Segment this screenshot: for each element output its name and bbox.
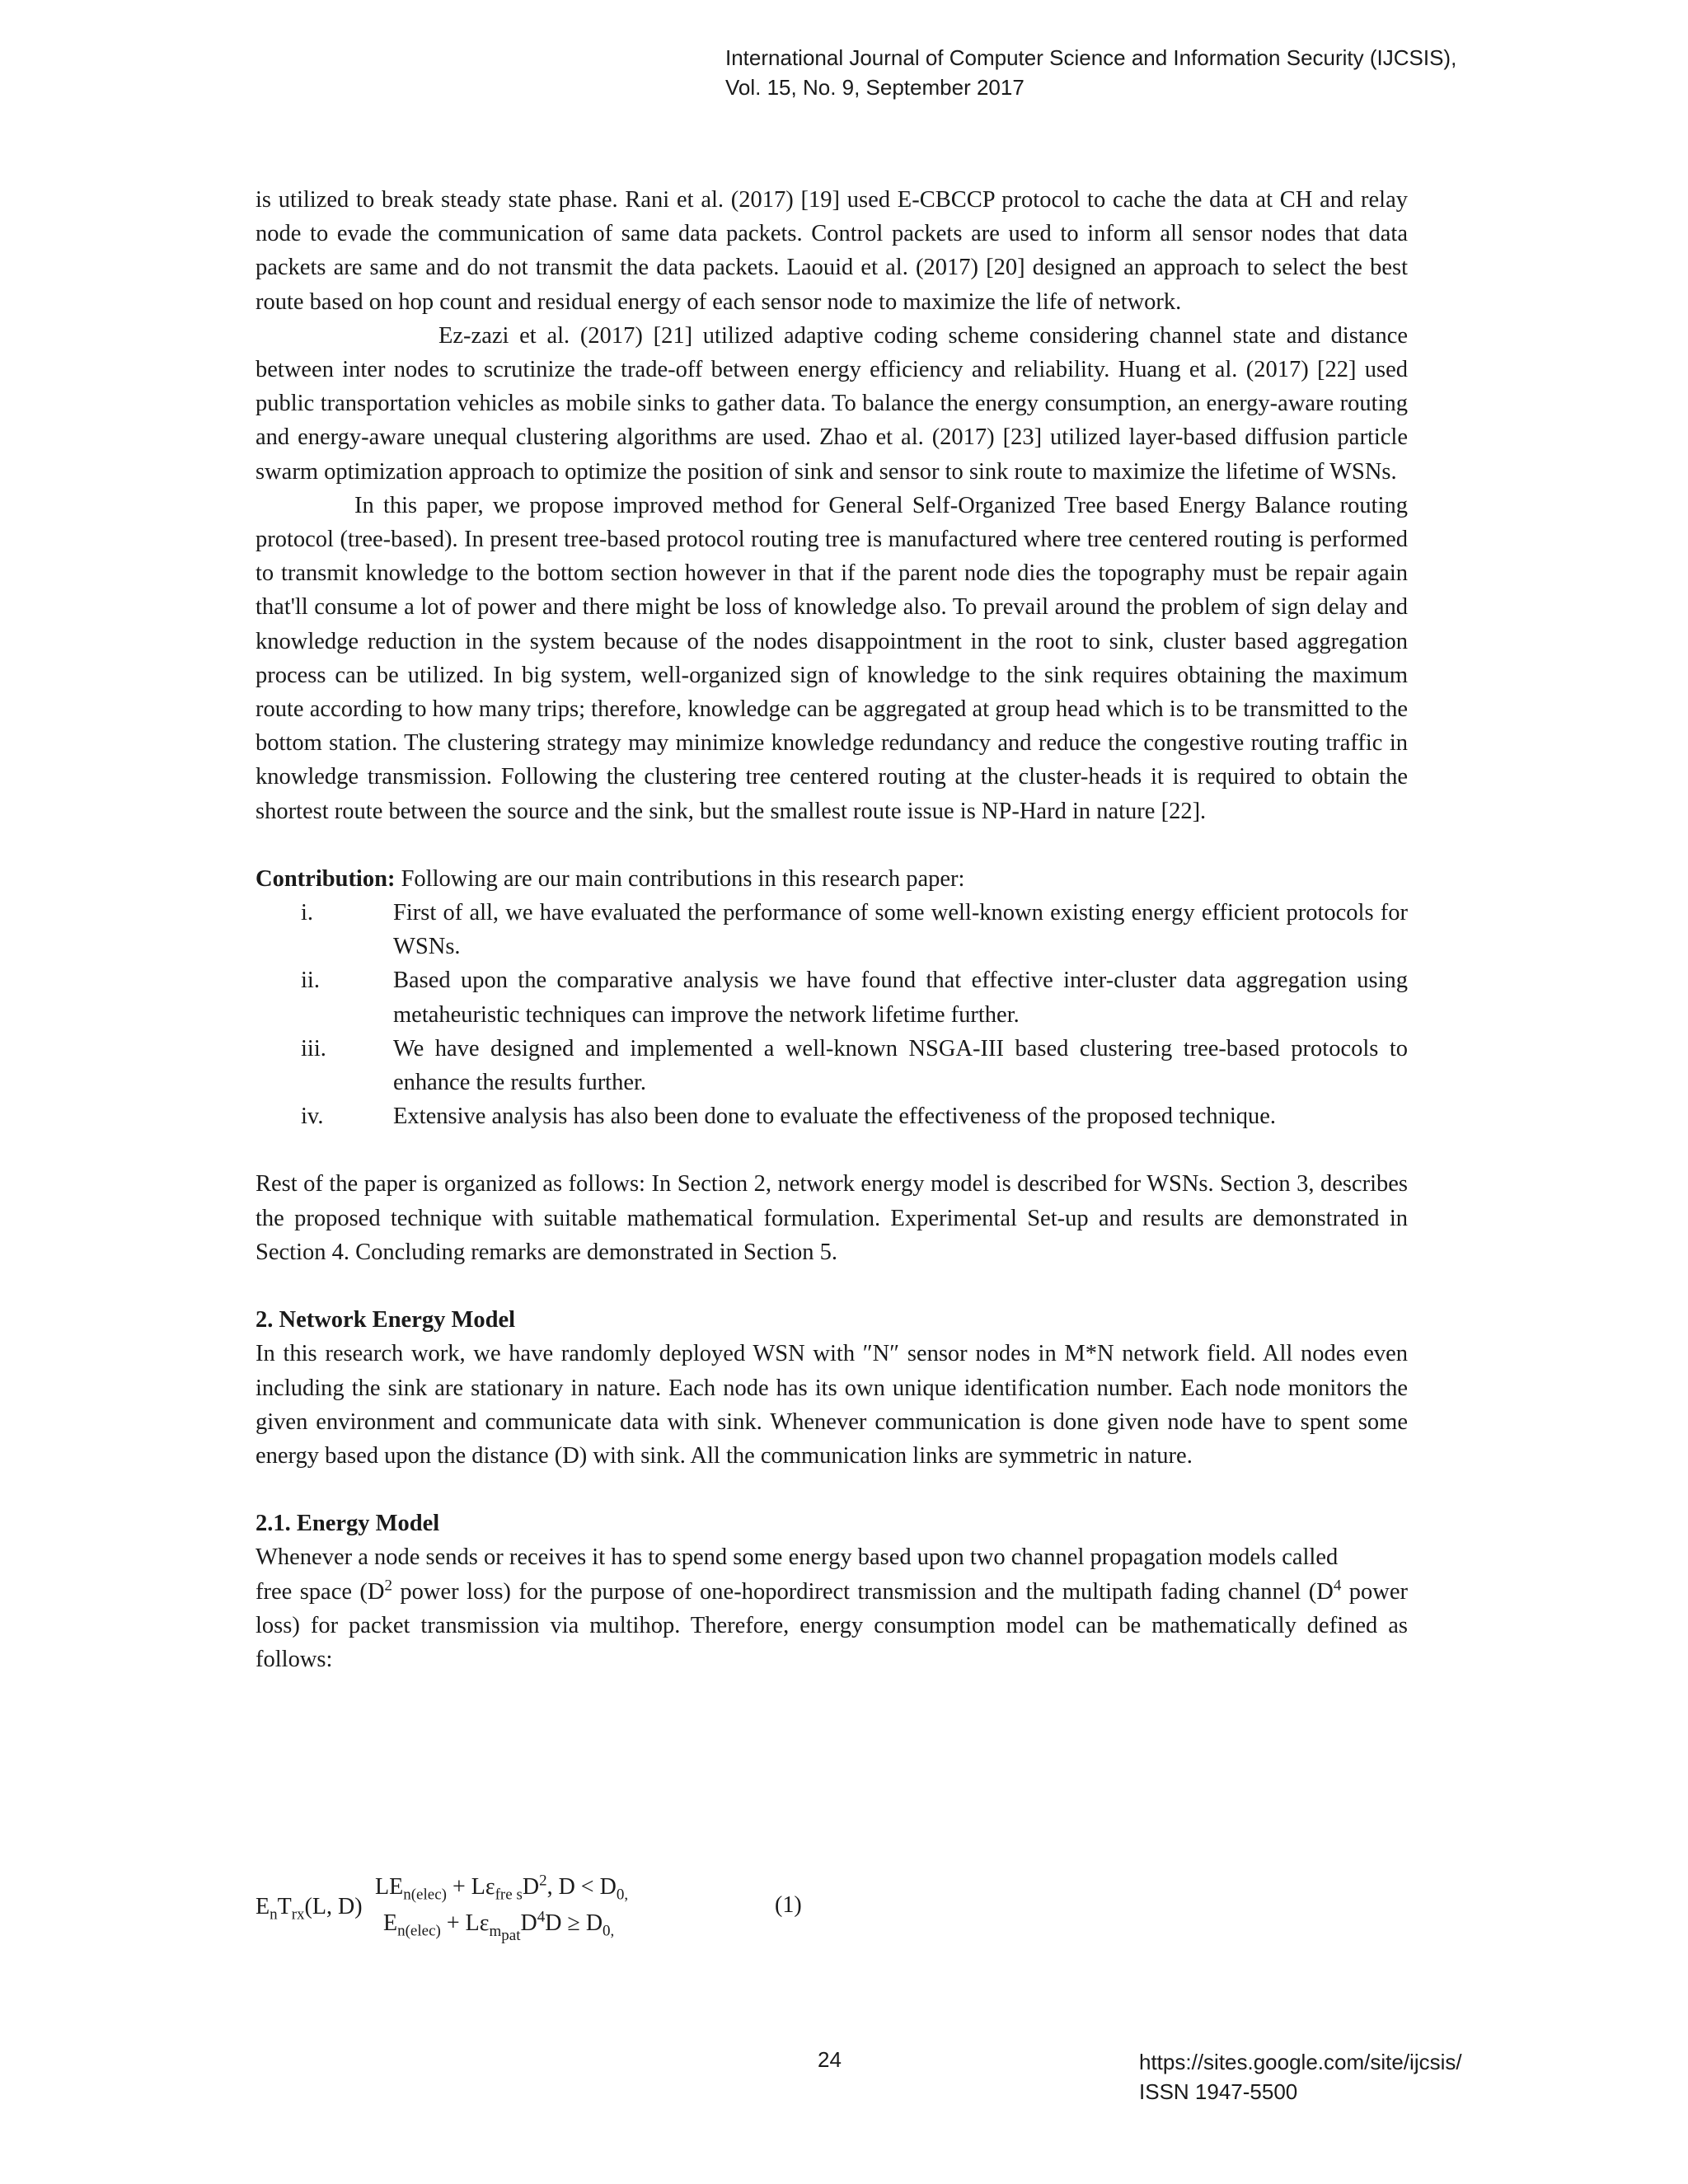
list-item-number: iii.	[301, 1035, 326, 1062]
list-item	[256, 1099, 1408, 1133]
list-item-text: Based upon the comparative analysis we have found that effective inter-cluster data aggregation using metaheuristic techniques can improve the network lifetime further.	[393, 968, 1408, 1028]
paragraph-related-work-1: is utilized to break steady state phase. Rani et al. (2017) [19] used E-CBCCP protocol to cache the data at CH and relay node to evade the communication of same data packets. Control packets are used to inform all sensor nodes that data packets are same and do not transmit the data packets. Laouid et al. (2017) [20] designed an approach to select the best route based on hop count and residual energy of each sensor node to maximize the life of network.	[256, 187, 1408, 315]
section-2-1-paragraph: free space ($D^2$ power loss) for the purpose of one-hopordirect transmission and the multipath fading channel ($D^4$ power loss) for packet transmission via multihop. Therefore, energy consumption model can be mathematically defined as follows:	[256, 1577, 1408, 1672]
list-item	[256, 896, 1408, 963]
section-2-heading: 2. Network Energy Model	[256, 1307, 516, 1333]
list-item-text: First of all, we have evaluated the performance of some well-known existing energy efficient protocols for WSNs.	[393, 900, 1408, 960]
issn: ISSN 1947-5500	[1139, 2079, 1298, 2104]
list-item-number: ii.	[301, 968, 320, 994]
list-item-number: iv.	[301, 1104, 324, 1130]
footer-info	[1139, 2047, 1462, 2107]
list-item-number: i.	[301, 900, 314, 926]
journal-url: https://sites.google.com/site/ijcsis/	[1139, 2050, 1462, 2074]
list-item	[256, 1032, 1408, 1099]
section-2-1-heading: 2.1. Energy Model	[256, 1511, 440, 1537]
energy-equation	[256, 1872, 832, 1947]
journal-title: International Journal of Computer Science and Information Security (IJCSIS),	[725, 45, 1457, 70]
contribution-intro	[256, 862, 1408, 896]
paragraph-related-work-2: Ez-zazi et al. (2017) [21] utilized adaptive coding scheme considering channel state and distance between inter nodes to scrutinize the trade-off between energy efficiency and reliability. Huang et al. (2017) [22] used public transportation vehicles as mobile sinks to gather data. To balance the energy consumption, an energy-aware routing and energy-aware unequal clustering algorithms are used. Zhao et al. (2017) [23] utilized layer-based diffusion particle swarm optimization approach to optimize the position of sink and sensor to sink route to maximize the lifetime of WSNs.	[256, 322, 1408, 485]
equation-case-multipath: $E_{n(elec)} + L\varepsilon_{m_{pat}}D^4D \ge D_{0,}$	[383, 1908, 615, 1944]
contribution-intro-text: Following are our main contributions in this research paper:	[395, 865, 965, 892]
contribution-label: Contribution:	[256, 865, 396, 892]
equation-number: (1)	[775, 1892, 802, 1918]
paragraph-proposed-method: In this paper, we propose improved method for General Self-Organized Tree based Energy Balance routing protocol (tree-based). In present tree-based protocol routing tree is manufactured where tree centered routing is performed to transmit knowledge to the bottom section however in that if the parent node dies the topography must be repair again that'll consume a lot of power and there might be loss of knowledge also. To prevail around the problem of sign delay and knowledge reduction in the system because of the nodes disappointment in the root to sink, cluster based aggregation process can be utilized. In big system, well-organized sign of knowledge to the sink requires obtaining the maximum route according to how many trips; therefore, knowledge can be aggregated at group head which is to be transmitted to the bottom station. The clustering strategy may minimize knowledge redundancy and reduce the congestive routing traffic in knowledge transmission. Following the clustering tree centered routing at the cluster-heads it is required to obtain the shortest route between the source and the sink, but the smallest route issue is NP-Hard in nature [22].	[256, 492, 1408, 824]
list-item	[256, 963, 1408, 1031]
section-2-paragraph: In this research work, we have randomly deployed WSN with ″N″ sensor nodes in M*N network field. All nodes even including the sink are stationary in nature. Each node has its own unique identification number. Each node monitors the given environment and communicate data with sink. Whenever communication is done given node have to spent some energy based upon the distance (D) with sink. All the communication links are symmetric in nature.	[256, 1341, 1408, 1469]
journal-header	[725, 43, 1456, 102]
list-item-text: Extensive analysis has also been done to evaluate the effectiveness of the proposed technique.	[393, 1104, 1277, 1130]
list-item-text: We have designed and implemented a well-known NSGA-III based clustering tree-based protocols to enhance the results further.	[393, 1035, 1408, 1096]
paper-organization-paragraph: Rest of the paper is organized as follows: In Section 2, network energy model is described for WSNs. Section 3, describes the proposed technique with suitable mathematical formulation. Experimental Set-up and results are demonstrated in Section 4. Concluding remarks are demonstrated in Section 5.	[256, 1171, 1408, 1265]
equation-lhs: $E_nT_{rx}(L$, D)	[256, 1894, 363, 1924]
page-number: 24	[818, 2047, 842, 2072]
article-body	[256, 183, 1408, 1676]
journal-volume: Vol. 15, No. 9, September 2017	[725, 75, 1025, 100]
equation-case-free-space: $LE_{n(elec)} + L\varepsilon_{fre s}D^2$, $D < D_{0,}$	[375, 1872, 629, 1904]
section-2-1-line: Whenever a node sends or receives it has to spend some energy based upon two channel propagation models called	[256, 1544, 1339, 1571]
